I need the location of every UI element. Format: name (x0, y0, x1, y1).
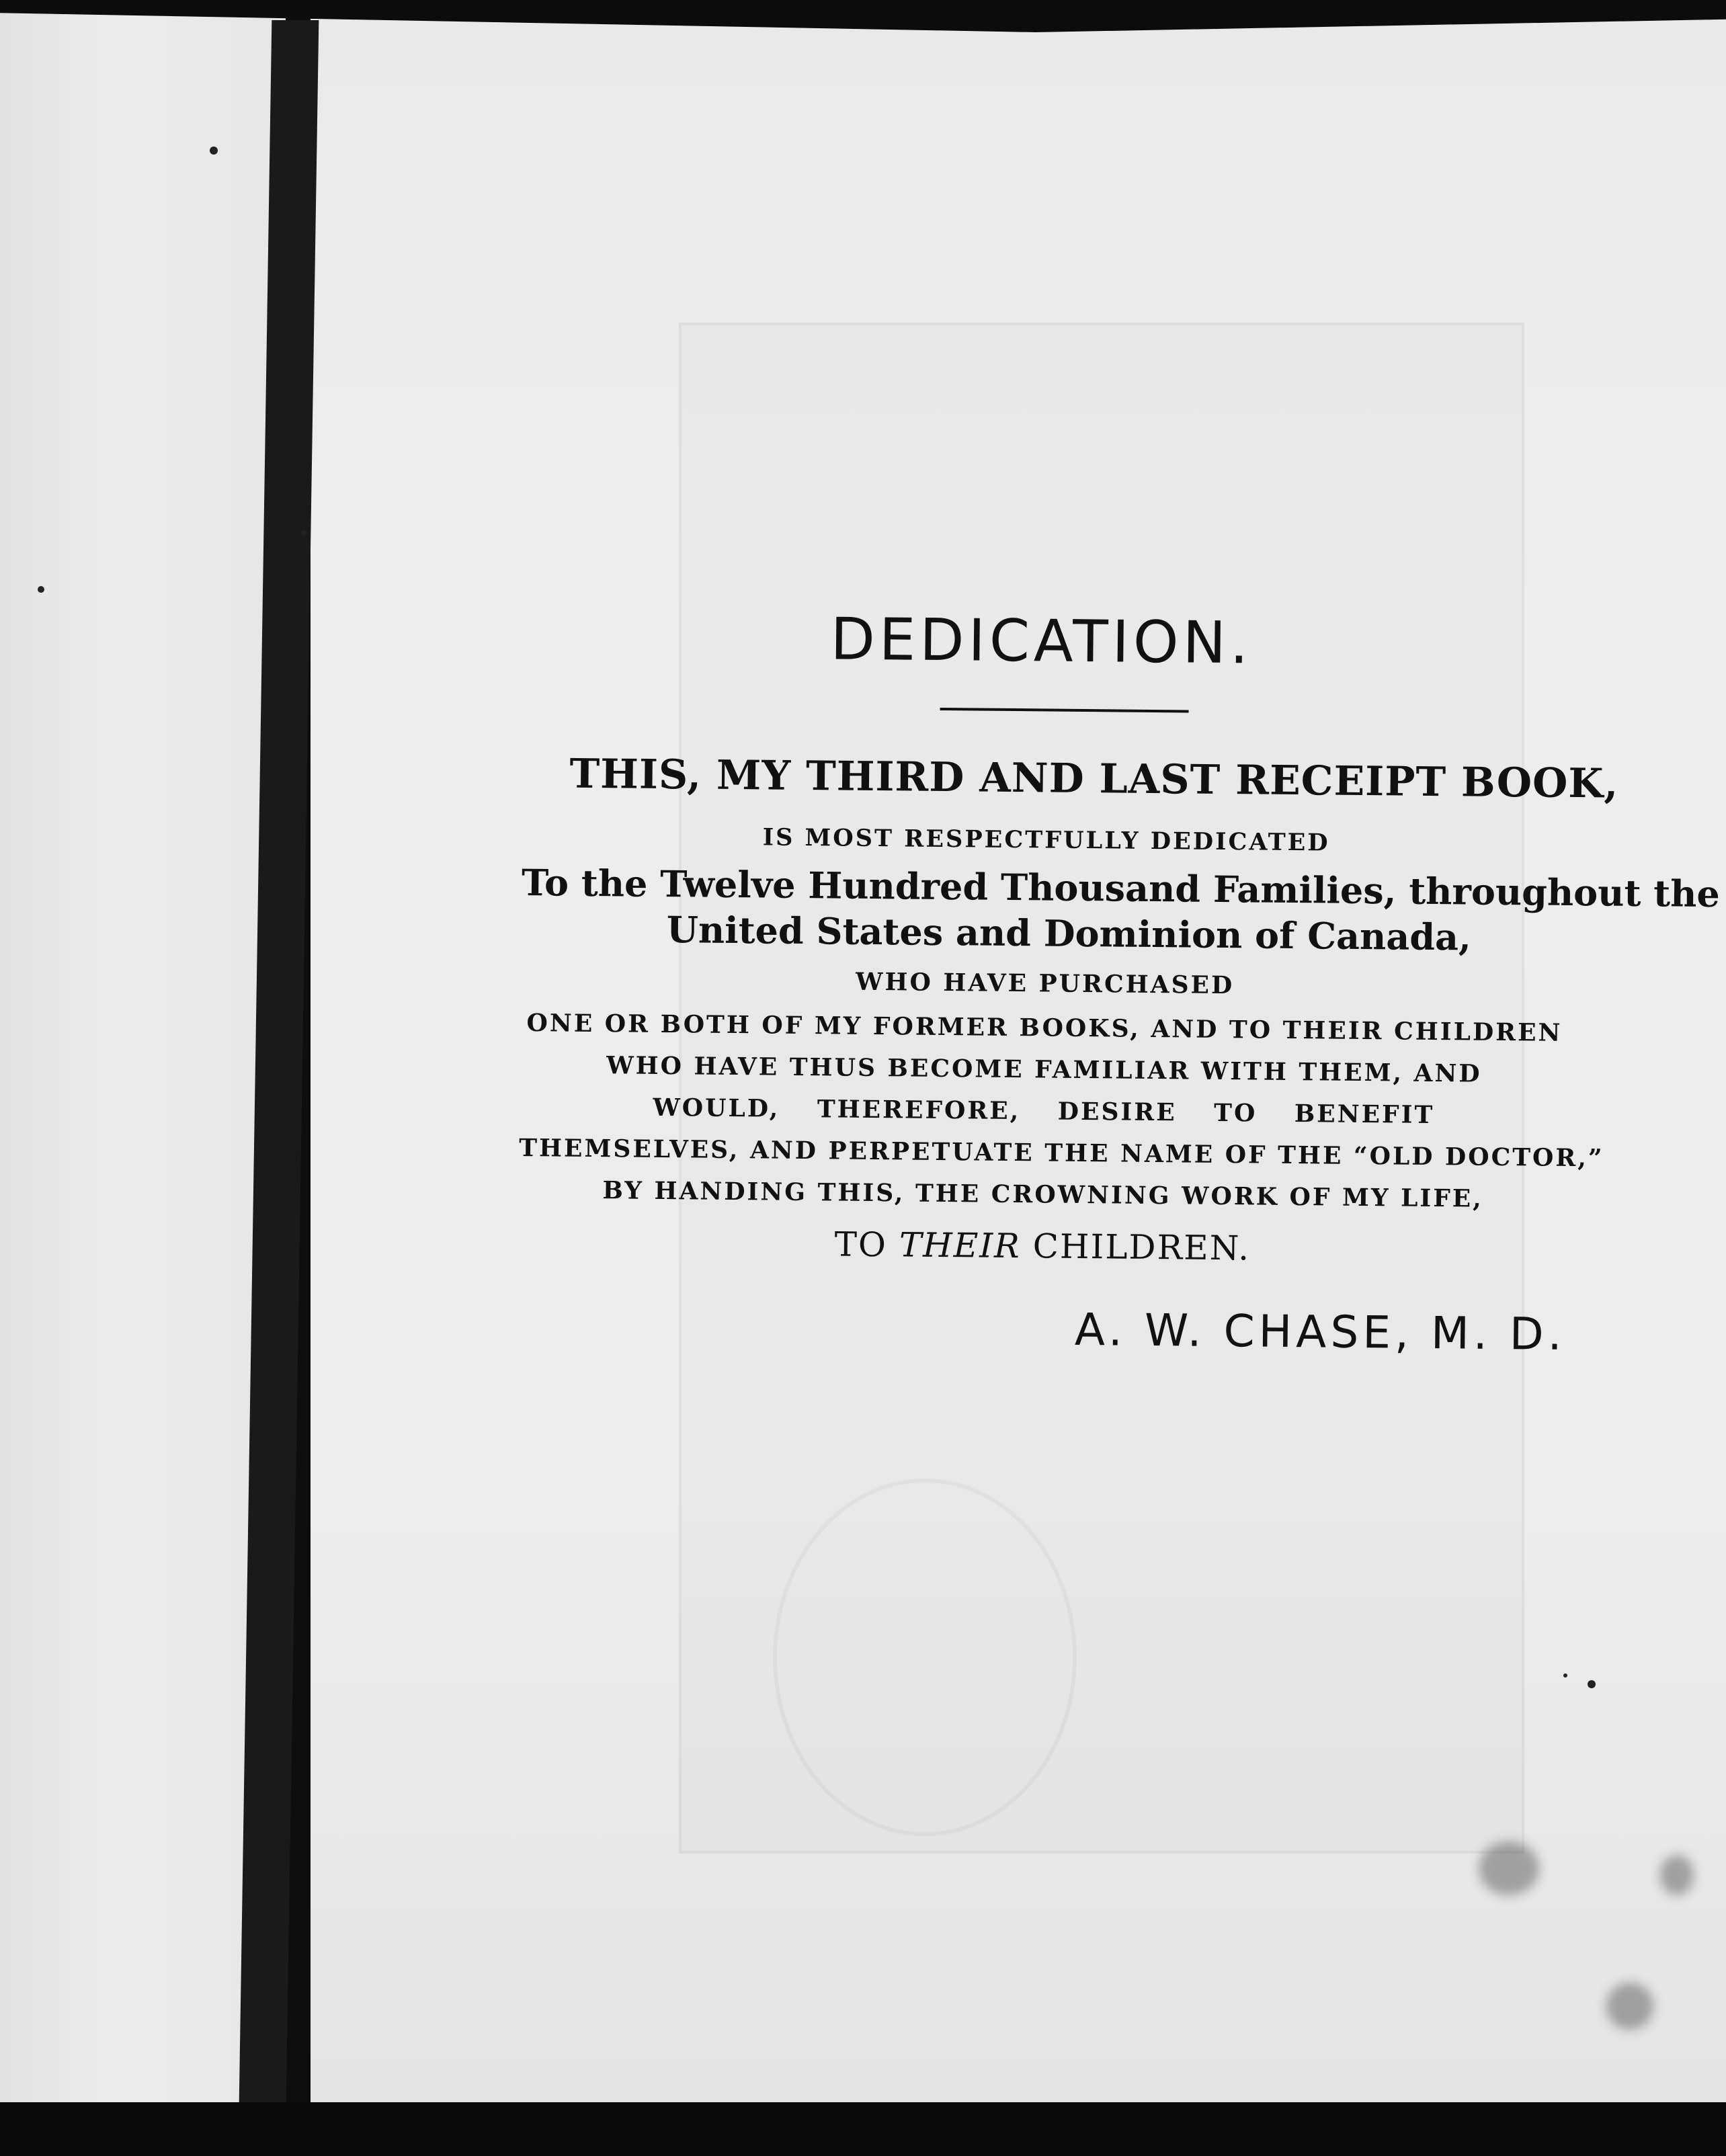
bottom-scan-border (0, 2102, 1726, 2156)
dedication-text-block (517, 605, 1721, 1360)
dedication-line: ONE OR BOTH OF MY FORMER BOOKS, AND TO THEIR CHILDREN (526, 1008, 1563, 1047)
ink-speck (301, 530, 307, 536)
left-page-edge (0, 0, 286, 2110)
closing-suffix: CHILDREN. (1032, 1226, 1251, 1268)
ink-smudge (1479, 1841, 1539, 1895)
title-rule (940, 708, 1189, 713)
bleed-through-portrait (773, 1479, 1077, 1836)
dedication-line: IS MOST RESPECTFULLY DEDICATED (762, 823, 1330, 857)
dedication-line: United States and Dominion of Canada, (666, 907, 1472, 959)
dedication-line: THEMSELVES, AND PERPETUATE THE NAME OF THE “OLD DOCTOR,” (519, 1133, 1604, 1173)
dedication-line: WHO HAVE THUS BECOME FAMILIAR WITH THEM, AND (606, 1050, 1482, 1088)
author-signature: A. W. CHASE, M. D. (1074, 1303, 1567, 1360)
dedication-line: BY HANDING THIS, THE CROWNING WORK OF MY LIFE, (602, 1175, 1483, 1213)
dedication-line: WOULD, THEREFORE, DESIRE TO BENEFIT (653, 1093, 1435, 1129)
closing-line (518, 1225, 1567, 1268)
closing-emphasis: THEIR (899, 1225, 1022, 1266)
ink-speck (1588, 1680, 1596, 1688)
closing-prefix: TO (834, 1225, 888, 1264)
ink-smudge (1606, 1983, 1653, 2030)
ink-speck (38, 586, 44, 593)
ink-speck (1563, 1673, 1567, 1677)
dedication-line: THIS, MY THIRD AND LAST RECEIPT BOOK, (569, 750, 1619, 808)
dedication-line: WHO HAVE PURCHASED (855, 967, 1235, 999)
page-title: DEDICATION. (830, 606, 1253, 677)
ink-speck (210, 147, 218, 155)
ink-smudge (1660, 1855, 1694, 1895)
dedication-line: To the Twelve Hundred Thousand Families, throughout the (521, 860, 1721, 915)
